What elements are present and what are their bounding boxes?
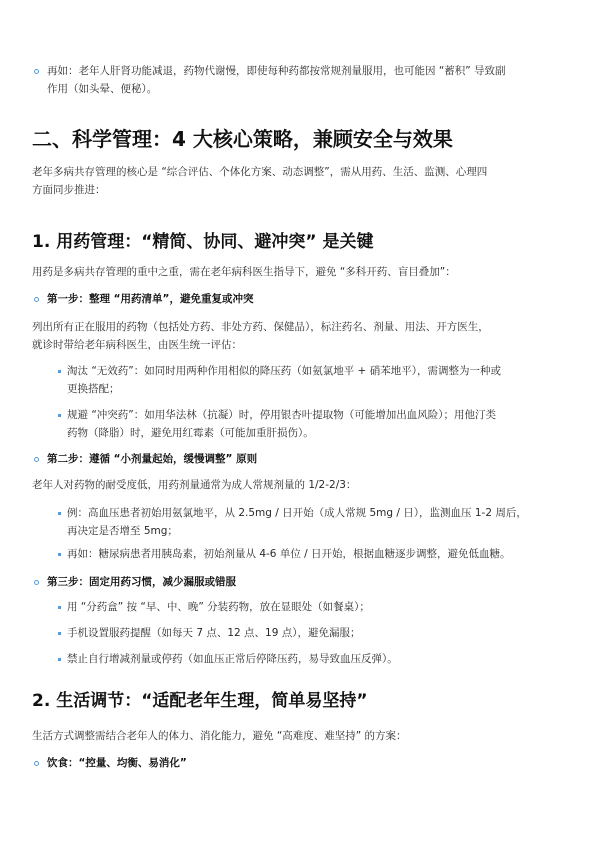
square-bullet-icon	[58, 606, 61, 609]
subsection-intro-medication: 用药是多病共存管理的重中之重，需在老年病科医生指导下，避免 “多科开药、盲目叠加”：	[32, 266, 456, 278]
step2-item-line1: 再如：糖尿病患者用胰岛素，初始剂量从 4-6 单位 / 日开始，根据血糖逐步调整，避免低血糖。	[67, 548, 511, 560]
step2-desc: 老年人对药物的耐受度低，用药剂量通常为成人常规剂量的 1/2-2/3：	[32, 479, 357, 491]
step1-item-line1: 规避 “冲突药”：如用华法林（抗凝）时，停用银杏叶提取物（可能增加出血风险）；用他汀类	[67, 409, 496, 421]
hollow-bullet-icon	[34, 69, 39, 74]
square-bullet-icon	[58, 658, 61, 661]
step2-item-line1: 例：高血压患者初始用氨氯地平，从 2.5mg / 日开始（成人常规 5mg / 日），监测血压 1-2 周后，	[67, 507, 527, 519]
intro-item-line2: 作用（如头晕、便秘）。	[47, 83, 158, 95]
step1-item-line2: 药物（降脂）时，避免用红霉素（可能加重肝损伤）。	[67, 427, 314, 439]
square-bullet-icon	[58, 414, 61, 417]
step2-title: 第二步：遵循 “小剂量起始，缓慢调整” 原则	[47, 453, 258, 465]
step3-item: 用 “分药盒” 按 “早、中、晚” 分装药物，放在显眼处（如餐桌）；	[67, 601, 370, 613]
hollow-bullet-icon	[34, 580, 39, 585]
square-bullet-icon	[58, 632, 61, 635]
section-intro-line1: 老年多病共存管理的核心是 “综合评估、个体化方案、动态调整”，需从用药、生活、监测、心理四	[32, 166, 488, 178]
subsection-heading-lifestyle: 2. 生活调节：“适配老年生理，简单易坚持”	[32, 691, 368, 711]
step1-item-line2: 更换搭配；	[67, 383, 120, 395]
step1-item-line1: 淘汰 “无效药”：如同时用两种作用相似的降压药（如氨氯地平 + 硝苯地平），需调整为一种或	[67, 365, 501, 377]
diet-title: 饮食：“控量、均衡、易消化”	[47, 757, 187, 769]
step1-desc-line1: 列出所有正在服用的药物（包括处方药、非处方药、保健品），标注药名、剂量、用法、开方医生，	[32, 321, 489, 333]
square-bullet-icon	[58, 553, 61, 556]
square-bullet-icon	[58, 370, 61, 373]
intro-item-line1: 再如：老年人肝肾功能减退，药物代谢慢，即使每种药都按常规剂量服用，也可能因 “蓄积” 导致副	[47, 65, 506, 77]
section-intro-line2: 方面同步推进：	[32, 184, 106, 196]
step3-title: 第三步：固定用药习惯，减少漏服或错服	[47, 576, 236, 588]
subsection-heading-medication: 1. 用药管理：“精简、协同、避冲突” 是关键	[32, 232, 374, 252]
step1-title: 第一步：整理 “用药清单”，避免重复或冲突	[47, 293, 254, 305]
hollow-bullet-icon	[34, 457, 39, 462]
hollow-bullet-icon	[34, 761, 39, 766]
section-heading: 二、科学管理：4 大核心策略，兼顾安全与效果	[32, 127, 453, 151]
step1-desc-line2: 就诊时带给老年病科医生，由医生统一评估：	[32, 339, 242, 351]
step3-item: 手机设置服药提醒（如每天 7 点、12 点、19 点），避免漏服；	[67, 627, 361, 639]
hollow-bullet-icon	[34, 297, 39, 302]
subsection-intro-lifestyle: 生活方式调整需结合老年人的体力、消化能力，避免 “高难度、难坚持” 的方案：	[32, 730, 407, 742]
step3-item: 禁止自行增减剂量或停药（如血压正常后停降压药，易导致血压反弹）。	[67, 653, 398, 665]
square-bullet-icon	[58, 512, 61, 515]
step2-item-line2: 再决定是否增至 5mg；	[67, 525, 178, 537]
